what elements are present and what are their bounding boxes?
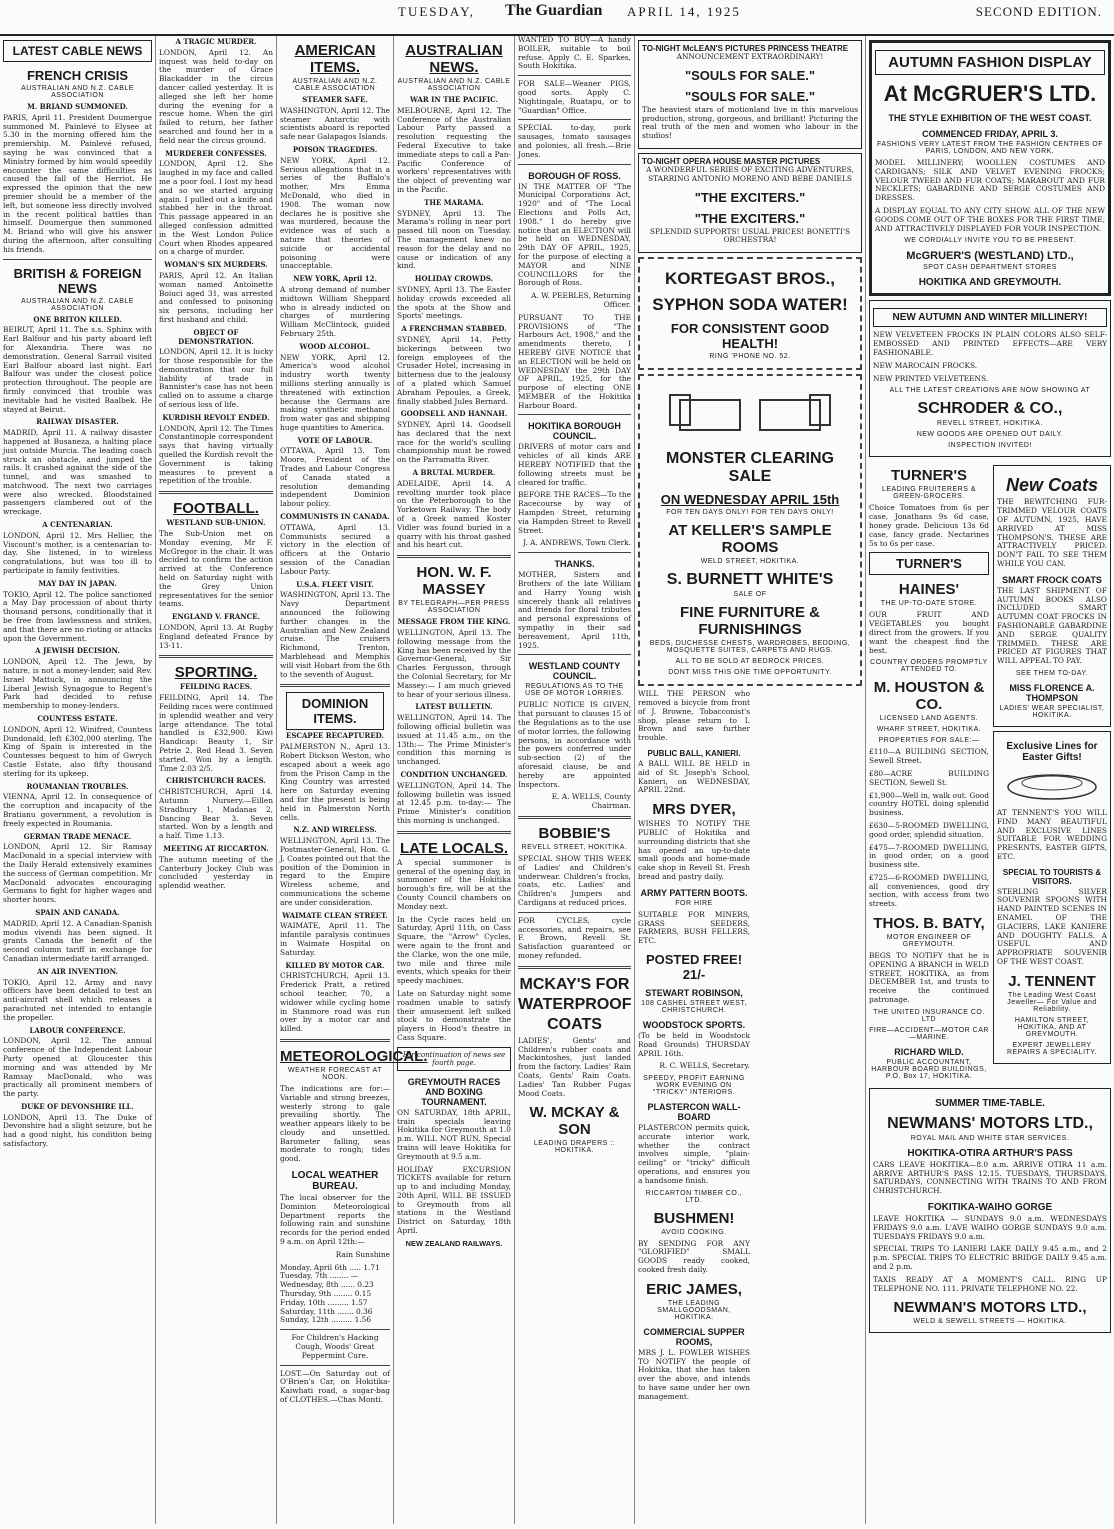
ad-mckays-sig: W. MCKAY & SON: [529, 1104, 620, 1139]
story-message-king: MESSAGE FROM THE KING. WELLINGTON, April 13. The following message from the King has been received by the Governor-General, Sir Charles Fergusson, through the Colonial Secretary, for Mr Massey:— I am much grieved to hear of your serious illness.: [397, 617, 511, 699]
story-wood-alcohol: WOOD ALCOHOL. NEW YORK, April 12. America's wood alcohol industry worth twenty millions sterling annually is threatened with extinction because the Germans are making synthetic methanol from water gas and shipping huge quantities to America.: [280, 341, 390, 432]
column-classifieds: WANTED TO BUY—A handy BOILER, suitable to boil refuse. Apply C. E. Sparkes, South Hokitika. FOR SALE—Weaner PIGS, good sorts. Apply C. Nightingale, Ruatapu, or to "Guardian" Office. SPECIAL to-day, pork sausages, tomato sausages and polonies, all fresh.—Brie Jones. BOROUGH OF ROSS. IN THE MATTER OF "The Municipal Corporations Act, 1920" and of "The Local Elections and Polls Act, 1908." I do hereby give notice that an ELECTION will be held on WEDNESDAY, 29th DAY OF APRIL, 1925, for the purpose of electing a MAYOR and NINE COUNCILLORS for the Borough of Ross. A. W. PEEBLES, Returning Officer. PURSUANT TO THE PROVISIONS of "The Harbours Act, 1908," and the amendments thereto, I HEREBY GIVE NOTICE that an ELECTION will be held on WEDNESDAY the 29th DAY OF APRIL, 1925, for the purpose of electing ONE MEMBER of the Hokitika Harbour Board. HOKITIKA BOROUGH COUNCIL. DRIVERS of motor cars and vehicles of all kinds ARE HEREBY NOTIFIED that the following streets must be cleared for traffic. BEFORE THE RACES—To the Racecourse by way of Hampden Street, returning via Hampden Street to Revell Street. J. A. ANDREWS, Town Clerk. THANKS. MOTHER, Sisters and Brothers of the late William and Harry Young wish sincerely thank all relatives and friends for floral tributes and personal expressions of sympathy in their sad bereavement, April 11th, 1925. WESTLAND COUNTY COUNCIL. REGULATIONS AS TO THE USE OF MOTOR LORRIES. PUBLIC NOTICE IS GIVEN, that pursuant to clauses 15 of the Regulations as to the use of motor lorries, the following persons, in accordance with the powers conferred under sub-section (2) of the aforesaid clause, be and hereby are appointed Inspectors. E. A. WELLS, County Chairman. BOBBIE'S REVELL STREET, HOKITIKA. SPECIAL SHOW THIS WEEK of Ladies' and Children's underwear. Children's frocks, coats, etc. Ladies' and Children's Jumpers and Cardigans at reduced prices. FOR CYCLES, cycle accessories, and repairs, see F. Brown, Revell St. Satisfaction guaranteed or money refunded. MCKAY'S FOR WATERPROOF COATS LADIES', Gents' and Children's rubber coats and Mackintoshes, just landed from the factory. Ladies' Rain Coats, Gents' Rain Coats. Ladies' Tan Rubber Fugas Mood Coats. W. MCKAY & SON LEADING DRAPERS :: HOKITIKA.: [515, 36, 635, 1524]
story-may-day-japan: MAY DAY IN JAPAN. TOKIO, April 12. The police sanctioned a May Day procession of about thirty thousand persons, conditionally that it be free from lawlessness and strikes, and that there are no rioting or attacks upon the Government.: [3, 578, 152, 643]
ad-haines: OUR FRUIT AND VEGETABLES you bought direct from the growers. If you want the cheapest find the best.: [869, 610, 989, 655]
story-marama: THE MARAMA. SYDNEY, April 13. The Marama's rolling in near port passed till noon on Tuesday. The management knew no reason for the delay and no cause or indication of any kind.: [397, 197, 511, 271]
masthead-date: APRIL 14, 1925: [627, 4, 741, 19]
ad-kortegast: KORTEGAST BROS., SYPHON SODA WATER! FOR CONSISTENT GOOD HEALTH! RING 'PHONE NO. 52.: [638, 257, 862, 370]
notice-motor-lorries: PUBLIC NOTICE IS GIVEN, that pursuant to clauses 15 of the Regulations as to the use of motor lorries, the following persons, in accordance with the powers conferred under sub-section (2) of the aforesaid clause, be and hereby are appointed Inspectors.: [518, 700, 631, 789]
story-six-murders: WOMAN'S SIX MURDERS. PARIS, April 12. An Italian woman named Antoinette Boiuci aged 31, was arrested and confessed to poisoning six persons, including her first husband and child.: [159, 260, 273, 324]
ad-monster-clearing-sale: MONSTER CLEARING SALE ON WEDNESDAY APRIL 15th FOR TEN DAYS ONLY! FOR TEN DAYS ONLY! AT KELLER'S SAMPLE ROOMS WELD STREET, HOKITIKA. S. BURNETT WHITE'S SALE OF FINE FURNITURE & FURNISHINGS BEDS, DUCHESSE CHESTS, WARDROBES, BEDDING, MOSQUETTE SUITES, CARPETS AND RUGS. ALL TO BE SOLD AT BEDROCK PRICES. DONT MISS THIS ONE TIME OPPORTUNITY.: [638, 374, 862, 686]
heading-latest-cable-news: LATEST CABLE NEWS: [3, 40, 152, 62]
rain-row: Tuesday, 7th ........ —: [280, 1271, 359, 1281]
ad-haines-title: HAINES': [898, 581, 960, 599]
story-holiday-crowds: HOLIDAY CROWDS. SYDNEY, April 13. The Easter holiday crowds exceeded all the spots at the Show and Sports' meetings.: [397, 274, 511, 321]
heading-greymouth-races: GREYMOUTH RACES AND BOXING TOURNAMENT.: [407, 1076, 501, 1107]
railways-signature: NEW ZEALAND RAILWAYS.: [405, 1238, 503, 1248]
masthead-day: TUESDAY,: [398, 4, 476, 19]
property-listing: £475—7-ROOMED DWELLING, in good order, on a good business site.: [869, 842, 989, 870]
property-listing: £80—ACRE BUILDING SECTION, Sewell St.: [869, 768, 989, 787]
rain-row: Wednesday, 8th ...... 0.23: [280, 1280, 374, 1290]
story-centenarian: A CENTENARIAN. LONDON, April 12. Mrs Hellier, the Viscount's mother, is a centenarian to-day. She listened, in to wireless congratulations, but was too ill to participate in family festivities.: [3, 520, 152, 576]
ad-opera-house: TO-NIGHT OPERA HOUSE MASTER PICTURES A WONDERFUL SERIES OF EXCITING ADVENTURES, STARRING ANTONIO MORENO AND BEBE DANIELS "THE EXCITERS." "THE EXCITERS." SPLENDID SUPPORTS! USUAL PRICES! BONETTI'S ORCHESTRA!: [638, 153, 862, 253]
rain-row: Saturday, 11th ....... 0.36: [280, 1306, 373, 1316]
column-fashion-ads: AUTUMN FASHION DISPLAY At McGRUER'S LTD. THE STYLE EXHIBITION OF THE WEST COAST. COMMENCED FRIDAY, APRIL 3. FASHIONS VERY LATEST FROM THE FASHION CENTRES OF PARIS, LONDON, AND NEW YORK. MODEL MILLINERY; WOOLLEN COSTUMES AND CARDIGANS; SILK AND VELVET EVENING FROCKS; VELOUR TWEED AND FUR COATS; MARABOUT AND FUR NECKLETS; GABARDINE AND SERGE COSTUMES AND DRESSES. A DISPLAY EQUAL TO ANY CITY SHOW. ALL OF THE NEW GOODS COME OUT OF THE BOXES FOR THE FIRST TIME, AND ATTRACTIVELY DISPLAYED FOR YOUR INSPECTION. WE CORDIALLY INVITE YOU TO BE PRESENT. McGRUER'S (WESTLAND) LTD., SPOT CASH DEPARTMENT STORES HOKITIKA AND GREYMOUTH. NEW AUTUMN AND WINTER MILLINERY! NEW VELVETEEN FROCKS IN PLAIN COLORS ALSO SELF-EMBOSSED AND PRINTED EFFECTS—ARE VERY FASHIONABLE. NEW MAROCAIN FROCKS. NEW PRINTED VELVETEENS. ALL THE LATEST CREATIONS ARE NOW SHOWING AT SCHRODER & CO., REVELL STREET, HOKITIKA. NEW GOODS ARE OPENED OUT DAILY. INSPECTION INVITED! TURNER'S LEADING FRUITERERS & GREEN-GROCERS. Choice Tomatoes from 6s per case, Jonathans 9s 6d case, honey grade. Delicious 13s 6d case, fancy grade. Nectarines 5s to 6s per case. TURNER'S HAINES' THE UP-TO-DATE STORE. OUR FRUIT AND VEGETABLES you bought direct from the growers. If you want the cheapest find the best. COUNTRY ORDERS PROMPTLY ATTENDED TO. M. HOUSTON & CO. LICENSED LAND AGENTS. WHARF STREET, HOKITIKA. PROPERTIES FOR SALE:— £110—A BUILDING SECTION, Sewell Street. £80—ACRE BUILDING SECTION, Sewell St. £1,900—Well in, walk out. Good country HOTEL doing splendid business. £630—5-ROOMED DWELLING, good order, splendid situation. £475—7-ROOMED DWELLING, in good order, on a good business site. £725—6-ROOMED DWELLING, all conveniences, good dry section, with access from two streets. THOS. B. BATY, MOTOR ENGINEER OF GREYMOUTH. BEGS TO NOTIFY that he is OPENING A BRANCH in WELD STREET, HOKITIKA, as from DECEMBER 1st, and trusts to receive the continued patronage. THE UNITED INSURANCE CO. LTD FIRE—ACCIDENT—MOTOR CAR—MARINE. RICHARD WILD. PUBLIC ACCOUNTANT, HARBOUR BOARD BUILDINGS, P.O. Box 17, HOKITIKA. New Coats THE BEWITCHING FUR-TRIMMED VELOUR COATS OF AUTUMN, 1925, HAVE ARRIVED AT MISS THOMPSON'S. THESE ARE ATTRACTIVELY PRICED. DON'T FAIL TO SEE THEM WHILE YOU CAN. SMART FROCK COATS THE LAST SHIPMENT OF AUTUMN BOOKS ALSO INCLUDED SMART AUTUMN COAT FROCKS IN FASHIONABLE GABARDINE AND SERGE QUALITY TRIMMED. THESE ARE PRICED AT FIGURES THAT WILL APPEAL TO PAY. SEE THEM TO-DAY. MISS FLORENCE A. THOMPSON LADIES' WEAR SPECIALIST, HOKITIKA. Exclusive Lines for Easter Gifts! AT TENNENT'S YOU WILL FIND MANY BEAUTIFUL AND EXCLUSIVE LINES SUITABLE FOR WEDDING PRESENTS, EASTER GIFTS, ETC. SPECIAL TO TOURISTS & VISITORS. STERLING SILVER SOUVENIR SPOONS WITH HAND PAINTED SCENES IN ENAMEL OF THE GLACIERS, LAKE KANIERE AND DOUGHTY FALLS. A USEFUL AND APPROPRIATE SOUVENIR OF THE WEST COAST. J. TENNENT The Leading West Coast Jeweller— For Value and Reliability. HAMILTON STREET, HOKITIKA, AND AT GREYMOUTH. EXPERT JEWELLERY REPAIRS A SPECIALITY. SUMMER TIME-TABLE. NEWMANS' MOTORS LTD., ROYAL MAIL AND WHITE STAR SERVICES. HOKITIKA-OTIRA ARTHUR'S PASS CARS LEAVE HOKITIKA—8.0 a.m. ARRIVE OTIRA 11 a.m. ARRIVE ARTHUR'S PASS 12.15. TUESDAYS, THURSDAYS, SATURDAYS, CONNECTING WITH TRAINS TO AND FROM CHRISTCHURCH. FOKITIKA-WAIHO GORGE LEAVE HOKITIKA — SUNDAYS 9.0 a.m. WEDNESDAYS FRIDAYS 9.0 a.m. L'AVE WAIHO GORGE SUNDAYS 9.0 a.m. TUESDAYS FRIDAYS 9.0 a.m. SPECIAL TRIPS TO LANIERI LAKE DAILY 9.45 a.m., and 2 p.m. SPECIAL TRIPS TO ELECTRIC BRIDGE DAILY 9.45 a.m. and 2 p.m. TAXIS READY AT A MOMENT'S CALL. RING UP TELEPHONE NO. 111. PRIVATE TELEPHONE NO. 22. NEWMAN'S MOTORS LTD., WELD & SEWELL STREETS — HOKITIKA.: [866, 36, 1114, 1524]
ad-tennent-easter: Exclusive Lines for Easter Gifts! AT TENNENT'S YOU WILL FIND MANY BEAUTIFUL AND EXCLUSIVE LINES SUITABLE FOR WEDDING PRESENTS, EASTER GIFTS, ETC. SPECIAL TO TOURISTS & VISITORS. STERLING SILVER SOUVENIR SPOONS WITH HAND PAINTED SCENES IN ENAMEL OF THE GLACIERS, LAKE KANIERE AND DOUGHTY FALLS. A USEFUL AND APPROPRIATE SOUVENIR OF THE WEST COAST. J. TENNENT The Leading West Coast Jeweller— For Value and Reliability. HAMILTON STREET, HOKITIKA, AND AT GREYMOUTH. EXPERT JEWELLERY REPAIRS A SPECIALITY.: [993, 731, 1111, 1064]
property-listing: £630—5-ROOMED DWELLING, good order, splendid situation.: [869, 820, 989, 839]
story-christchurch-races: CHRISTCHURCH RACES. CHRISTCHURCH, April 14. Autumn Nursery.—Eillen Stradbury 1, Madanas 2, Dancing Bear 3. Seven started. Won by a length and a half. Time 1.13.: [159, 776, 273, 841]
story-frenchman-stabbed: A FRENCHMAN STABBED. SYDNEY, April 14. Petty bickerings between two foreign employees of the Crusader Hotel, increasing in bitterness due to the jealousy of a plated which Samuel Abraham Pepoules, a Greek, finally stabbed Jules Bernard.: [397, 324, 511, 406]
story-waimate: WAIMATE CLEAN STREET. WAIMATE, April 11. The infantile paralysis continues in Waimate Hospital on Saturday.: [280, 910, 390, 957]
heading-british-foreign: BRITISH & FOREIGN NEWS: [13, 265, 142, 296]
heading-massey: HON. W. F. MASSEY: [416, 564, 492, 599]
story-brutal-murder: A BRUTAL MURDER. ADELAIDE, April 14. A revolting murder took place on the Peterborough to the Yorketown Railway. The body of a Greek named Koster Vidler was found buried in a quarry with his throat gashed and his heart cut.: [397, 468, 511, 550]
story-briand: M. BRIAND SUMMONED. PARIS, April 11. President Doumergue summoned M. Painlevé to Elysee at 5.30 in the morning offered him the premiership. M. Painlevé refused, saying he was convinced that a Ministry formed by him would speedily encounter the same difficulties as caused the fall of the Herriot. He expressed the opinion that the new premier should be a member of the left, but someone less directly involved in the recent political battles than himself. Doumergue then summoned M. Briand who will give his answer during the afternoon, after consulting his friends.: [3, 102, 152, 254]
story-air-invention: AN AIR INVENTION. TOKIO, April 12. Army and navy officers have been detailed to test an anti-aircraft shell which releases a parachuted net intended to entangle the propeller.: [3, 966, 152, 1022]
ad-houston-title: M. HOUSTON & CO.: [873, 679, 985, 714]
story-england-france: ENGLAND V. FRANCE. LONDON, April 13. At Rugby England defeated France by 13-11.: [159, 612, 273, 650]
ad-special-sausages: SPECIAL to-day, pork sausages, tomato sausages and polonies, all fresh.—Brie Jones.: [518, 123, 631, 159]
ads-row: WILL THE PERSON who removed a bicycle from front of J. Browne, Tobacconist's shop, please return to I. Brown and save further trouble. PUBLIC BALL, KANIERI. A BALL WILL BE HELD in aid of St. Joseph's School, Kanieri, on WEDNESDAY, APRIL 22nd. MRS DYER, WISHES TO NOTIFY THE PUBLIC of Hokitika and surrounding districts that she has opened an up-to-date small goods and home-made cake shop in Revell St. Fresh bread and pastry daily. ARMY PATTERN BOOTS. FOR HIRE SUITABLE FOR MINERS, GRASS SEEDERS, FARMERS, BUSH FELLERS, ETC. POSTED FREE! 21/- STEWART ROBINSON, 108 CASHEL STREET WEST, CHRISTCHURCH. WOODSTOCK SPORTS. (To be held in Woodstock Road Grounds) THURSDAY APRIL 16th. R. C. WELLS, Secretary. SPEEDY, PROFIT EARNING WORK EVENING ON "TRICKY" INTERIORS. PLASTERCON WALL-BOARD PLASTERCON permits quick, accurate interior work, whether the contract involves simple, "plain-ceiling" or "tricky" difficult operations, and ensures you a handsome finish. RICCARTON TIMBER CO., LTD. BUSHMEN! AVOID COOKING. BY SENDING FOR ANY "GLORIFIED" SMALL GOODS ready cooked, cooked fresh daily. ERIC JAMES, THE LEADING SMALLGOODSMAN, HOKITIKA. COMMERCIAL SUPPER ROOMS, MRS J. L. FOWLER WISHES TO NOTIFY the people of Hokitika, that she has taken over the above, and intends to have same under her own management.: [638, 689, 750, 1401]
story-latest-bulletin: LATEST BULLETIN. WELLINGTON, April 14. The following official bulletin was issued at 11.45 a.m., on the 13th:— The Prime Minister's condition this morning is unchanged.: [397, 702, 511, 767]
ad-bobbies-title: BOBBIE'S: [538, 824, 611, 842]
story-new-york: NEW YORK, April 12. A strong demand of number midtown William Sheppard who is already indicted on charges of murdering William McClintock, guided February 25th.: [280, 274, 390, 338]
story-feilding-races: FEILDING RACES. FEILDING, April 14. The Feilding races were continued in splendid weather and very large attendance. The total handled is £32,900. Kiwi Handicap: Beauty 1, Sir Petrie 2, Red Head 3. Seven started. Won by a length. Time 2.03 2/5.: [159, 682, 273, 773]
ad-for-sale-pigs: FOR SALE—Weaner PIGS, good sorts. Apply C. Nightingale, Ruatapu, or to "Guardian" Office.: [518, 79, 631, 115]
rain-row: Monday, April 6th ..... 1.71: [280, 1262, 380, 1272]
story-nz-wireless: N.Z. AND WIRELESS. WELLINGTON, April 13. The Postmaster-General, Hon. G. J. Coates pointed out that the position of the Dominion in regard to the Empire Wireless scheme, and communications the scheme are under consideration.: [280, 825, 390, 907]
ad-army-boots: SUITABLE FOR MINERS, GRASS SEEDERS, FARMERS, BUSH FELLERS, ETC.: [638, 909, 750, 946]
story-local-3: Late on Saturday night some roadmen unable to satisfy their amusement left sulked stock to demonstrate the players in Hood's theatre in Cass Square.: [397, 988, 511, 1042]
rain-row: Friday, 10th ......... 1.57: [280, 1297, 368, 1307]
cable-source: AUSTRALIAN AND N.Z. CABLE ASSOCIATION: [21, 85, 134, 99]
story-spain-canada: SPAIN AND CANADA. MADRID, April 12. A Canadian-Spanish modus vivendi has been signed. It grants Canada the benefit of the second column tariff in exchange for Canadian intermediate tariff arranged.: [3, 907, 152, 963]
heading-hokitika-borough: HOKITIKA BOROUGH COUNCIL.: [528, 421, 621, 442]
notice-thanks: MOTHER, Sisters and Brothers of the late William and Harry Young wish sincerely thank all relatives and friends for floral tributes and personal expressions of sympathy in their sad bereavement, April 11th, 1925.: [518, 570, 631, 650]
column-murders-sport: [156, 36, 277, 1524]
story-poison-tragedies: POISON TRAGEDIES. NEW YORK, April 12. Serious allegations that in a series of the Buffalo's mother, Mrs Emma McDonald, who died in 1908. The woman now declares he is positive she was murdered, because the evidence was of such a nature that theories of suicide or accidental poisoning were unacceptable.: [280, 144, 390, 271]
column-entertainment-ads: [635, 36, 866, 1524]
story-duke-devonshire: DUKE OF DEVONSHIRE ILL. LONDON, April 13. The Duke of Devonshire had a slight seizure, but he had a good night, his condition being satisfactory.: [3, 1101, 152, 1149]
ad-plastercon: PLASTERCON permits quick, accurate interior work, whether the contract involves simple, "plain-ceiling" or "tricky" difficult operations, and ensures you a handsome finish.: [638, 1123, 750, 1185]
column-latest-cable-news: LATEST CABLE NEWS FRENCH CRISIS AUSTRALIAN AND N.Z. CABLE ASSOCIATION M. BRIAND SUMMONED. PARIS, April 11. President Doumergue summoned M. Painlevé to Elysee at 5.30 in the morning offered him the premiership. M. Painlevé refused, saying he was convinced that a Ministry formed by him would speedily encounter the same difficulties as caused the fall of the Herriot. He expressed the opinion that the new premier should be a member of the left, but someone less directly involved in the recent political battles than himself. Doumergue then summoned M. Briand who will give his answer during the afternoon, after consulting his friends. BRITISH & FOREIGN NEWS AUSTRALIAN AND N.Z. CABLE ASSOCIATION ONE BRITON KILLED. BEIRUT, April 11. The s.s. Sphinx with Earl Balfour and his party aboard left for Alexandria. There was no demonstration. General Sarrail visited Earl Balfour aboard last night. Earl Balfour was under the closest police protection throughout. The people are firmly convinced that trouble was inevitable had he visited Baalbek. He stayed at Beirut. RAILWAY DISASTER. MADRID, April 11. A railway disaster happened at Busaneza, a halting place just outside Murcia. The leading coach struck an obstacle, and jumped the rails. It crashed against the side of the tunnel, and was smashed to matchwood. The next two carriages were also wrecked. Bloodstained passengers clambered out of the wreckage. A CENTENARIAN. LONDON, April 12. Mrs Hellier, the Viscount's mother, is a centenarian to-day. She listened, in to wireless congratulations, but was too ill to participate in family festivities. MAY DAY IN JAPAN. TOKIO, April 12. The police sanctioned a May Day procession of about thirty thousand persons, conditionally that it be free from lawlessness and strikes, and that there are no rioting or attacks upon the Government. A JEWISH DECISION. LONDON, April 12. The Jews, by nature, is not a money-lender, said Rev. Israel Mattuck, in announcing the Liberal Jewish Synagogue to Regent's Park had decided to refuse membership to money-lenders. COUNTESS ESTATE. LONDON, April 12. Winifred, Countess Dundonald, left £302,000 sterling. The King of Spain is interested in the Countesses bequest to him of Gwrych Castle Estate, also fifty thousand sterling for its upkeep. ROUMANIAN TROUBLES. VIENNA, April 12. In consequence of the corruption and incapacity of the Bratianu government, a revolution is freely expected in Roumania. GERMAN TRADE MENACE. LONDON, April 12. Sir Ramsay MacDonald in a special interview with the Daily Herald extensively examines the success of German competition. Mr MacDonald advocates encouraging Germans to fight for higher wages and shorter hours. SPAIN AND CANADA. MADRID, April 12. A Canadian-Spanish modus vivendi has been signed. It grants Canada the benefit of the second column tariff in exchange for Canadian intermediate tariff arranged. AN AIR INVENTION. TOKIO, April 12. Army and navy officers have been detailed to test an anti-aircraft shell which releases a parachuted net intended to entangle the propeller. LABOUR CONFERENCE. LONDON, April 12. The annual conference of the Independent Labour Party opened at Gloucester this morning and was attended by Mr Ramsay MacDonald, who was practically all prominent members of the party. DUKE OF DEVONSHIRE ILL. LONDON, April 13. The Duke of Devonshire had a slight seizure, but he had a good night, his condition being satisfactory.: [0, 36, 156, 1524]
story-westland-sub-union: WESTLAND SUB-UNION. The Sub-Union met on Monday evening, Mr F. McGregor in the chair. It was decided to confirm the action arrived at the Conference held on Saturday night with the Grey Union representatives for the senior teams.: [159, 518, 273, 609]
heading-late-locals: LATE LOCALS.: [399, 839, 509, 857]
story-war-pacific: WAR IN THE PACIFIC. MELBOURNE, April 12. The Conference of the Australian Labour Party passed a resolution requesting the Federal Executive to take immediate steps to call a Pan-Pacific Conference of workers' representatives with the object of preventing war in the Pacific.: [397, 95, 511, 194]
ad-kanieri-ball: A BALL WILL BE HELD in aid of St. Joseph's School, Kanieri, on WEDNESDAY, APRIL 22nd.: [638, 758, 750, 795]
ad-schroder: NEW AUTUMN AND WINTER MILLINERY! NEW VELVETEEN FROCKS IN PLAIN COLORS ALSO SELF-EMBOSSED AND PRINTED EFFECTS—ARE VERY FASHIONABLE. NEW MAROCAIN FROCKS. NEW PRINTED VELVETEENS. ALL THE LATEST CREATIONS ARE NOW SHOWING AT SCHRODER & CO., REVELL STREET, HOKITIKA. NEW GOODS ARE OPENED OUT DAILY. INSPECTION INVITED!: [869, 300, 1111, 457]
heading-sporting: SPORTING.: [174, 664, 258, 682]
property-listing: £725—6-ROOMED DWELLING, all conveniences, good dry section, with access from two streets.: [869, 872, 989, 909]
story-escapee: ESCAPEE RECAPTURED. PALMERSTON N., April 13. Robert Dickson Weston, who escaped about a week ago from the Prison Camp in the King Country was arrested here on Saturday evening and for the present is being held in Palmerston North cells.: [280, 731, 390, 822]
notice-ross-election: IN THE MATTER OF "The Municipal Corporations Act, 1920" and of "The Local Elections and Polls Act, 1908." I do hereby give notice that an ELECTION will be held on WEDNESDAY, 29th DAY OF APRIL, 1925, for the purpose of electing a MAYOR and NINE COUNCILLORS for the Borough of Ross.: [518, 181, 631, 288]
ad-new-coats: New Coats THE BEWITCHING FUR-TRIMMED VELOUR COATS OF AUTUMN, 1925, HAVE ARRIVED AT MISS THOMPSON'S. THESE ARE ATTRACTIVELY PRICED. DON'T FAIL TO SEE THEM WHILE YOU CAN. SMART FROCK COATS THE LAST SHIPMENT OF AUTUMN BOOKS ALSO INCLUDED SMART AUTUMN COAT FROCKS IN FASHIONABLE GABARDINE AND SERGE QUALITY TRIMMED. THESE ARE PRICED AT FIGURES THAT WILL APPEAL TO PAY. SEE THEM TO-DAY. MISS FLORENCE A. THOMPSON LADIES' WEAR SPECIALIST, HOKITIKA.: [993, 465, 1111, 727]
story-communists: COMMUNISTS IN CANADA. OTTAWA, April 13. Communists secured a victory in the election of officers at the Ontario session of the Canadian Labour Party.: [280, 512, 390, 576]
story-railway-disaster: RAILWAY DISASTER. MADRID, April 11. A railway disaster happened at Busaneza, a halting place just outside Murcia. The leading coach struck an obstacle, and jumped the rails. It crashed against the side of the tunnel, and was smashed to matchwood. The next two carriages were also wrecked. Bloodstained passengers clambered out of the wreckage.: [3, 417, 152, 517]
column-american-dominion: AMERICAN ITEMS. AUSTRALIAN AND N.Z. CABLE ASSOCIATION STEAMER SAFE. WASHINGTON, April 12. The steamer Antarctic with scientists aboard is reported safe near Galapagos Islands. POISON TRAGEDIES. NEW YORK, April 12. Serious allegations that in a series of the Buffalo's mother, Mrs Emma McDonald, who died in 1908. The woman now declares he is positive she was murdered, because the evidence was of such a nature that theories of suicide or accidental poisoning were unacceptable. NEW YORK, April 12. A strong demand of number midtown William Sheppard who is already indicted on charges of murdering William McClintock, guided February 25th. WOOD ALCOHOL. NEW YORK, April 12. America's wood alcohol industry worth twenty millions sterling annually is threatened with extinction because the Germans are making synthetic methanol from water gas and shipping huge quantities to America. VOTE OF LABOUR. OTTAWA, April 13. Tom Moore, President of the Trades and Labour Congress of Canada stated a resolution demanding independent Dominion labour policy. COMMUNISTS IN CANADA. OTTAWA, April 13. Communists secured a victory in the election of officers at the Ontario session of the Canadian Labour Party. U.S.A. FLEET VISIT. WASHINGTON, April 13. The Navy Department announced the following further changes in the Australian and New Zealand cruise. The cruisers Richmond, Trenton, Marblehead and Memphis will visit Hobart from the 6th to the seventh of August. DOMINION ITEMS. ESCAPEE RECAPTURED. PALMERSTON N., April 13. Robert Dickson Weston, who escaped about a week ago from the Prison Camp in the King Country was arrested here on Saturday evening and for the present is being held in Palmerston North cells. N.Z. AND WIRELESS. WELLINGTON, April 13. The Postmaster-General, Hon. G. J. Coates pointed out that the position of the Dominion in regard to the Empire Wireless scheme, and communications the scheme are under consideration. WAIMATE CLEAN STREET. WAIMATE, April 11. The infantile paralysis continues in Waimate Hospital on Saturday. KILLED BY MOTOR CAR. CHRISTCHURCH, April 13. Frederick Pratt, a retired school teacher, 70, a widower while cycling home in Stanmore road was run over by a motor car and killed. METEOROLOGICAL. WEATHER FORECAST AT NOON. The indications are for:—Variable and strong breezes, westerly strong to gale prevailing shortly. The weather appears likely to be cloudy and unsettled. Barometer falling, seas moderate to rough; tides good. LOCAL WEATHER BUREAU. The local observer for the Dominion Meteorological Department reports the following rain and sunshine records for the period ended 9 a.m. on April 12th:— Rain Sunshine Monday, April 6th ..... 1.71 Tuesday, 7th ........ — Wednesday, 8th ...... 0.23 Thursday, 9th ........ 0.15 Friday, 10th ......... 1.57 Saturday, 11th ....... 0.36 Sunday, 12th ......... 1.56 For Children's Hacking Cough, Woods' Great Peppermint Cure. LOST.—On Saturday out of O'Brien's Car, on Hokitika-Kaiwhati road, a sugar-bag of CLOTHES.—Chas Monti.: [277, 36, 394, 1524]
notice-drivers: DRIVERS of motor cars and vehicles of all kinds ARE HEREBY NOTIFIED that the following streets must be cleared for traffic.: [518, 442, 631, 487]
heading-french-crisis: FRENCH CRISIS: [26, 68, 129, 83]
story-killed-motor: KILLED BY MOTOR CAR. CHRISTCHURCH, April 13. Frederick Pratt, a retired school teacher, 70, a widower while cycling home in Stanmore road was run over by a motor car and killed.: [280, 960, 390, 1034]
sofa-illustration: [650, 380, 850, 440]
ad-mrs-dyer: WISHES TO NOTIFY THE PUBLIC of Hokitika and surrounding districts that she has opened an up-to-date small goods and home-made cake shop in Revell St. Fresh bread and pastry daily.: [638, 819, 750, 881]
story-fleet-visit: U.S.A. FLEET VISIT. WASHINGTON, April 13. The Navy Department announced the following further changes in the Australian and New Zealand cruise. The cruisers Richmond, Trenton, Marblehead and Memphis will visit Hobart from the 6th to the seventh of August.: [280, 579, 390, 679]
heading-football: FOOTBALL.: [173, 500, 259, 518]
ad-bushmen: BY SENDING FOR ANY "GLORIFIED" SMALL GOODS ready cooked, cooked fresh daily.: [638, 1238, 750, 1275]
ad-princess-theatre: TO-NIGHT McLEAN'S PICTURES PRINCESS THEATRE ANNOUNCEMENT EXTRAORDINARY! "SOULS FOR SALE." "SOULS FOR SALE." The heaviest stars of motionland live in this marvelous production, strong, gorgeous, and brilliant! Picturing the real truth of the men and women who labour in the studios!: [638, 40, 862, 149]
ad-mcgruers-autumn: AUTUMN FASHION DISPLAY At McGRUER'S LTD. THE STYLE EXHIBITION OF THE WEST COAST. COMMENCED FRIDAY, APRIL 3. FASHIONS VERY LATEST FROM THE FASHION CENTRES OF PARIS, LONDON, AND NEW YORK. MODEL MILLINERY; WOOLLEN COSTUMES AND CARDIGANS; SILK AND VELVET EVENING FROCKS; VELOUR TWEED AND FUR COATS; MARABOUT AND FUR NECKLETS; GABARDINE AND SERGE COSTUMES AND DRESSES. A DISPLAY EQUAL TO ANY CITY SHOW. ALL OF THE NEW GOODS COME OUT OF THE BOXES FOR THE FIRST TIME, AND ATTRACTIVELY DISPLAYED FOR YOUR INSPECTION. WE CORDIALLY INVITE YOU TO BE PRESENT. McGRUER'S (WESTLAND) LTD., SPOT CASH DEPARTMENT STORES HOKITIKA AND GREYMOUTH.: [869, 40, 1111, 296]
heading-dominion-items: DOMINION ITEMS.: [286, 692, 384, 730]
rain-row: Sunday, 12th ......... 1.56: [280, 1315, 372, 1325]
ad-mckays-title: MCKAY'S FOR WATERPROOF COATS: [518, 975, 632, 1033]
story-goodsell: GOODSELL AND HANNAH. SYDNEY, April 14. Goodsell has declared that the next race for the world's sculling championship must be rowed on the Parramatta River.: [397, 409, 511, 465]
property-listing: £110—A BUILDING SECTION, Sewell Street.: [869, 747, 989, 766]
story-local-1: A special summoner is general of the opening day, in summoner of the Hokitika borough's fire, will be at the County Council chambers on Monday next.: [397, 857, 511, 911]
rain-table: [280, 1264, 390, 1326]
masthead-title: The Guardian: [505, 2, 603, 19]
notice-harbour-election: PURSUANT TO THE PROVISIONS of "The Harbours Act, 1908," and the amendments thereto, I HEREBY GIVE NOTICE that an ELECTION will be held on WEDNESDAY the 29th DAY OF APRIL, 1925, for the purpose of electing ONE MEMBER of the Hokitika Harbour Board.: [518, 312, 631, 410]
ad-woodstock-sports: (To be held in Woodstock Road Grounds) THURSDAY APRIL 16th.: [638, 1030, 750, 1058]
ad-newmans-motors: SUMMER TIME-TABLE. NEWMANS' MOTORS LTD., ROYAL MAIL AND WHITE STAR SERVICES. HOKITIKA-OTIRA ARTHUR'S PASS CARS LEAVE HOKITIKA—8.0 a.m. ARRIVE OTIRA 11 a.m. ARRIVE ARTHUR'S PASS 12.15. TUESDAYS, THURSDAYS, SATURDAYS, CONNECTING WITH TRAINS TO AND FROM CHRISTCHURCH. FOKITIKA-WAIHO GORGE LEAVE HOKITIKA — SUNDAYS 9.0 a.m. WEDNESDAYS FRIDAYS 9.0 a.m. L'AVE WAIHO GORGE SUNDAYS 9.0 a.m. TUESDAYS FRIDAYS 9.0 a.m. SPECIAL TRIPS TO LANIERI LAKE DAILY 9.45 a.m., and 2 p.m. SPECIAL TRIPS TO ELECTRIC BRIDGE DAILY 9.45 a.m. and 2 p.m. TAXIS READY AT A MOMENT'S CALL. RING UP TELEPHONE NO. 111. PRIVATE TELEPHONE NO. 22. NEWMAN'S MOTORS LTD., WELD & SEWELL STREETS — HOKITIKA.: [869, 1088, 1111, 1334]
rain-row: Thursday, 9th ........ 0.15: [280, 1289, 372, 1299]
story-vote-labour: VOTE OF LABOUR. OTTAWA, April 13. Tom Moore, President of the Trades and Labour Congress of Canada stated a resolution demanding independent Dominion labour policy.: [280, 435, 390, 509]
story-briton-killed: ONE BRITON KILLED. BEIRUT, April 11. The s.s. Sphinx with Earl Balfour and his party aboard left for Alexandria. There was no demonstration. General Sarrail visited Earl Balfour aboard last night. Earl Balfour was under the closest police protection throughout. The people are firmly convinced that trouble was inevitable had he visited Baalbek. He stayed at Beirut.: [3, 314, 152, 414]
heading-thanks: THANKS.: [554, 559, 595, 570]
heading-american-items: AMERICAN ITEMS.: [294, 42, 376, 76]
masthead: [0, 0, 1114, 36]
heading-local-weather: LOCAL WEATHER BUREAU.: [291, 1170, 379, 1193]
ad-turners: Choice Tomatoes from 6s per case, Jonathans 9s 6d case, honey grade. Delicious 13s 6d case, fancy grade. Nectarines 5s to 6s per case.: [869, 503, 989, 548]
story-steamer-safe: STEAMER SAFE. WASHINGTON, April 12. The steamer Antarctic with scientists aboard is reported safe near Galapagos Islands.: [280, 95, 390, 142]
story-local-2: In the Cycle races held on Saturday, April 11th, on Cass Square, the "Arrow" Cycles, were again to the front and the Clarke, won the one mile, two mile and three mile events, which speaks for their speedy machines.: [397, 914, 511, 986]
story-german-trade: GERMAN TRADE MENACE. LONDON, April 12. Sir Ramsay MacDonald in a special interview with the Daily Herald extensively examines the success of German competition. Mr MacDonald advocates encouraging Germans to fight for higher wages and shorter hours.: [3, 831, 152, 905]
ad-bicycle-notice: WILL THE PERSON who removed a bicycle from front of J. Browne, Tobacconist's shop, please return to I. Brown and save further trouble.: [638, 689, 750, 743]
story-jewish-decision: A JEWISH DECISION. LONDON, April 12. The Jews, by nature, is not a money-lender, said Rev. Israel Mattuck, in announcing the Liberal Jewish Synagogue to Regent's Park had decided to refuse membership to money-lenders.: [3, 646, 152, 711]
ad-baty-title: THOS. B. BATY,: [873, 915, 985, 933]
heading-meteorological: METEOROLOGICAL.: [280, 1047, 428, 1065]
ad-cycles: FOR CYCLES, cycle accessories, and repairs, see F. Brown, Revell St. Satisfaction guaranteed or money refunded.: [518, 915, 631, 960]
ad-cough-cure: For Children's Hacking Cough, Woods' Great Peppermint Cure.: [291, 1333, 379, 1360]
story-tragic-murder: A TRAGIC MURDER. LONDON, April 12. An inquest was held to-day on the murder of Grace Blackadder in the circus dancer called yesterday. It is alleged she left her home during the evening for a rescue home. When the girl failed to return, her father searched and found her in a field near the circus ground.: [159, 37, 273, 145]
notice-races-route: BEFORE THE RACES—To the Racecourse by way of Hampden Street, returning via Hampden Street to Revell Street.: [518, 490, 631, 535]
story-demonstration: OBJECT OF DEMONSTRATION. LONDON, April 12. It is lucky for those responsible for the demonstration that our full liability of trade in Bannister's case has not been called on to assume a charge of serious loss of life.: [159, 327, 273, 410]
column-australian-news: AUSTRALIAN NEWS. AUSTRALIAN AND N.Z. CABLE ASSOCIATION WAR IN THE PACIFIC. MELBOURNE, April 12. The Conference of the Australian Labour Party passed a resolution requesting the Federal Executive to take immediate steps to call a Pan-Pacific Conference of workers' representatives with the object of preventing war in the Pacific. THE MARAMA. SYDNEY, April 13. The Marama's rolling in near port passed till noon on Tuesday. The management knew no reason for the delay and no cause or indication of any kind. HOLIDAY CROWDS. SYDNEY, April 13. The Easter holiday crowds exceeded all the spots at the Show and Sports' meetings. A FRENCHMAN STABBED. SYDNEY, April 14. Petty bickerings between two foreign employees of the Crusader Hotel, increasing in bitterness due to the jealousy of a plated which Samuel Abraham Pepoules, a Greek, finally stabbed Jules Bernard. GOODSELL AND HANNAH. SYDNEY, April 14. Goodsell has declared that the next race for the world's sculling championship must be rowed on the Parramatta River. A BRUTAL MURDER. ADELAIDE, April 14. A revolting murder took place on the Peterborough to the Yorketown Railway. The body of a Greek named Koster Vidler was found buried in a quarry with his throat gashed and his heart cut. HON. W. F. MASSEY BY TELEGRAPH—PER PRESS ASSOCIATION MESSAGE FROM THE KING. WELLINGTON, April 13. The following message from the King has been received by the Governor-General, Sir Charles Fergusson, through the Colonial Secretary, for Mr Massey:— I am much grieved to hear of your serious illness. LATEST BULLETIN. WELLINGTON, April 14. The following official bulletin was issued at 11.45 a.m., on the 13th:— The Prime Minister's condition this morning is unchanged. CONDITION UNCHANGED. WELLINGTON, April 14. The following bulletin was issued at 12.45 p.m. to-day:— The Prime Minister's condition this morning is unchanged. LATE LOCALS. A special summoner is general of the opening day, in summoner of the Hokitika borough's fire, will be at the County Council chambers on Monday next. In the Cycle races held on Saturday, April 11th, on Cass Square, the "Arrow" Cycles, were again to the front and the Clarke, won the one mile, two mile and three mile events, which speaks for their speedy machines. Late on Saturday night some roadmen unable to satisfy their amusement left sulked stock to demonstrate the players in Hood's theatre in Cass Square. For continuation of news see fourth page. GREYMOUTH RACES AND BOXING TOURNAMENT. ON SATURDAY, 18th APRIL, train specials leaving Hokitika for Greymouth at 1.0 p.m. WILL NOT RUN. Special trains will leave Hokitika for Greymouth at 9.5 a.m. HOLIDAY EXCURSION TICKETS available for return up to and including Monday, 20th April, WILL BE ISSUED to Greymouth from all stations in the Westland District on Saturday, 18th April. NEW ZEALAND RAILWAYS.: [394, 36, 515, 1524]
masthead-edition: SECOND EDITION.: [975, 4, 1102, 19]
ad-commercial-supper: MRS J. L. FOWLER WISHES TO NOTIFY the people of Hokitika, that she has taken over the above, and intends to have same under her own management.: [638, 1347, 750, 1401]
story-condition: CONDITION UNCHANGED. WELLINGTON, April 14. The following bulletin was issued at 12.45 p.m. to-day:— The Prime Minister's condition this morning is unchanged.: [397, 770, 511, 825]
ad-mckays: LADIES', Gents' and Children's rubber coats and Mackintoshes, just landed from the factory. Ladies' Rain Coats, Gents' Rain Coats. Ladies' Tan Rubber Fugas Mood Coats.: [518, 1035, 631, 1098]
ad-wanted-boiler: WANTED TO BUY—A handy BOILER, suitable to boil refuse. Apply C. E. Sparkes, South Hokitika.: [518, 35, 631, 71]
story-race-trains: ON SATURDAY, 18th APRIL, train specials leaving Hokitika for Greymouth at 1.0 p.m. WILL NOT RUN. Special trains will leave Hokitika for Greymouth at 9.5 a.m.: [397, 1107, 511, 1161]
heading-australian-news: AUSTRALIAN NEWS.: [405, 42, 503, 76]
ad-bobbies: SPECIAL SHOW THIS WEEK of Ladies' and Children's underwear. Children's frocks, coats, etc. Ladies' and Children's Jumpers and Cardigans at reduced prices.: [518, 853, 631, 907]
story-countess-estate: COUNTESS ESTATE. LONDON, April 12. Winifred, Countess Dundonald, left £302,000 sterling. The King of Spain is interested in the Countesses bequest to him of Gwrych Castle Estate, also fifty thousand sterling for its upkeep.: [3, 714, 152, 778]
story-riccarton: MEETING AT RICCARTON. The autumn meeting of the Canterbury Jockey Club was concluded yesterday in splendid weather.: [159, 843, 273, 891]
story-kurdish-revolt: KURDISH REVOLT ENDED. LONDON, April 12. The Times Constantinople correspondent says that having virtually quelled the Kurdish revolt the Government is taking measures to prevent a repetition of the trouble.: [159, 412, 273, 486]
story-labour-conference: LABOUR CONFERENCE. LONDON, April 12. The annual conference of the Independent Labour Party opened at Gloucester this morning and was attended by Mr Ramsay MacDonald, who was practically all prominent members of the party.: [3, 1025, 152, 1099]
ad-lost: LOST.—On Saturday out of O'Brien's Car, on Hokitika-Kaiwhati road, a sugar-bag of CLOTHES.—Chas Monti.: [280, 1368, 390, 1405]
ad-baty: BEGS TO NOTIFY that he is OPENING A BRANCH in WELD STREET, HOKITIKA, as from DECEMBER 1st, and trusts to receive the continued patronage.: [869, 951, 989, 1005]
story-excursion: HOLIDAY EXCURSION TICKETS available for return up to and including Monday, 20th April, WILL BE ISSUED to Greymouth from all stations in the Westland District on Saturday, 18th April.: [397, 1164, 511, 1236]
continuation-note: For continuation of news see fourth page.: [397, 1047, 511, 1071]
story-local-weather: The local observer for the Dominion Meteorological Department reports the following rain and sunshine records for the period ended 9 a.m. on April 12th:—: [280, 1193, 390, 1247]
story-forecast: The indications are for:—Variable and strong breezes, westerly strong to gale prevailing shortly. The weather appears likely to be cloudy and unsettled. Barometer falling, seas moderate to rough; tides good.: [280, 1083, 390, 1164]
heading-borough-ross: BOROUGH OF ROSS.: [528, 170, 621, 181]
silver-dish-illustration: [1002, 765, 1102, 805]
property-listing: £1,900—Well in, walk out. Good country HOTEL doing splendid business.: [869, 790, 989, 818]
heading-westland-county: WESTLAND COUNTY COUNCIL.: [528, 661, 621, 682]
story-murderer-confesses: MURDERER CONFESSES. LONDON, April 12. She laughed in my face and called me a poor fool. I lost my head and so we started arguing again. I pulled out a knife and stabbed her in the throat. This passage appeared in an alleged confession admitted in the West London Police Court when Rhodes appeared on a charge of murder.: [159, 148, 273, 257]
ad-turners-title: TURNER'S: [890, 467, 968, 485]
story-roumanian: ROUMANIAN TROUBLES. VIENNA, April 12. In consequence of the corruption and incapacity of the Bratianu government, a revolution is freely expected in Roumania.: [3, 781, 152, 828]
